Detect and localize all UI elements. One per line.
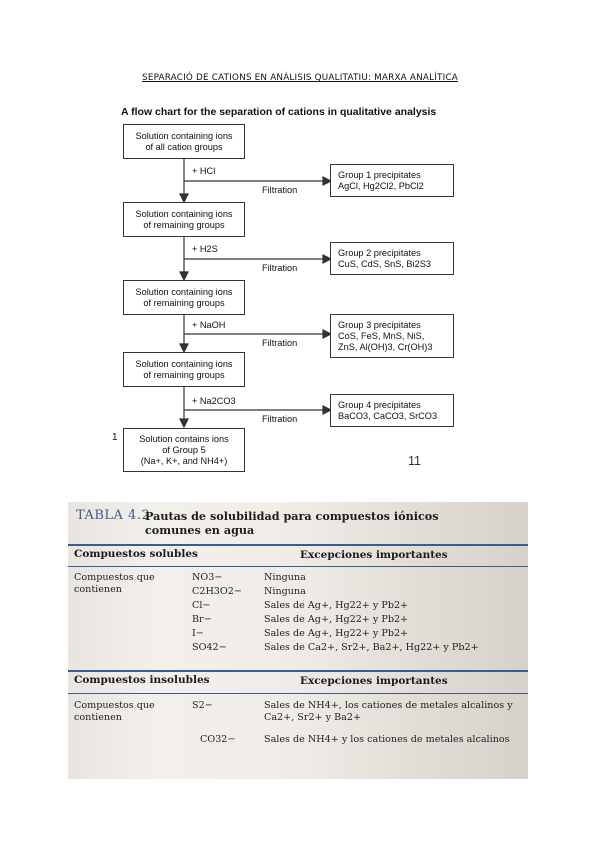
final-solution-box: Solution contains ions of Group 5 (Na+, K+, and NH4+)	[123, 428, 245, 472]
remaining-solution-box: Solution containing ions of remaining groups	[123, 352, 245, 387]
reagent-label: + NaOH	[192, 320, 226, 330]
contain-label: Compuestos que contienen	[74, 572, 155, 595]
soluble-header: Compuestos solubles	[74, 548, 198, 560]
exceptions-header: Excepciones importantes	[300, 675, 448, 687]
exception-cell: Sales de NH4+, los cationes de metales alcalinos y Ca2+, Sr2+ y Ba2+	[264, 700, 513, 723]
filtration-label: Filtration	[262, 263, 298, 273]
group-2-box: Group 2 precipitates CuS, CdS, SnS, Bi2S3	[330, 242, 454, 275]
exceptions-header: Excepciones importantes	[300, 549, 448, 561]
exception-cell: Sales de NH4+ y los cationes de metales alcalinos	[264, 734, 510, 745]
table-title: Pautas de solubilidad para compuestos iónicos comunes en agua	[145, 509, 439, 537]
filtration-label: Filtration	[262, 414, 298, 424]
table-rule	[68, 544, 528, 546]
group-4-box: Group 4 precipitates BaCO3, CaCO3, SrCO3	[330, 394, 454, 427]
filtration-label: Filtration	[262, 185, 298, 195]
table-rule	[68, 693, 528, 694]
ion-cell: C2H3O2−	[192, 586, 242, 597]
insoluble-header: Compuestos insolubles	[74, 674, 210, 686]
ion-cell: NO3−	[192, 572, 223, 583]
page-number: 11	[408, 454, 421, 468]
ion-cell: CO32−	[200, 734, 236, 745]
exception-cell: Ninguna	[264, 572, 306, 583]
start-solution-box: Solution containing ions of all cation groups	[123, 124, 245, 159]
solubility-table	[68, 502, 528, 779]
margin-mark: 1	[112, 432, 118, 443]
ion-cell: Cl−	[192, 600, 211, 611]
exception-cell: Ninguna	[264, 586, 306, 597]
exception-cell: Sales de Ag+, Hg22+ y Pb2+	[264, 614, 409, 625]
reagent-label: + H2S	[192, 244, 218, 254]
table-rule	[68, 566, 528, 567]
flowchart-title: A flow chart for the separation of cations in qualitative analysis	[121, 106, 437, 118]
remaining-solution-box: Solution containing ions of remaining groups	[123, 202, 245, 237]
table-rule	[68, 670, 528, 672]
group-1-box: Group 1 precipitates AgCl, Hg2Cl2, PbCl2	[330, 164, 454, 197]
group-3-box: Group 3 precipitates CoS, FeS, MnS, NiS, ZnS, Al(OH)3, Cr(OH)3	[330, 314, 454, 358]
reagent-label: + Na2CO3	[192, 396, 236, 406]
filtration-label: Filtration	[262, 338, 298, 348]
page-header: SEPARACIÓ DE CATIONS EN ANÀLISIS QUALITATIU: MARXA ANALÍTICA	[142, 73, 458, 83]
ion-cell: S2−	[192, 700, 213, 711]
table-label: TABLA 4.2	[76, 508, 151, 523]
exception-cell: Sales de Ca2+, Sr2+, Ba2+, Hg22+ y Pb2+	[264, 642, 479, 653]
exception-cell: Sales de Ag+, Hg22+ y Pb2+	[264, 600, 409, 611]
ion-cell: I−	[192, 628, 204, 639]
remaining-solution-box: Solution containing ions of remaining groups	[123, 280, 245, 315]
ion-cell: Br−	[192, 614, 212, 625]
reagent-label: + HCl	[192, 166, 216, 176]
contain-label: Compuestos que contienen	[74, 700, 155, 723]
ion-cell: SO42−	[192, 642, 227, 653]
exception-cell: Sales de Ag+, Hg22+ y Pb2+	[264, 628, 409, 639]
